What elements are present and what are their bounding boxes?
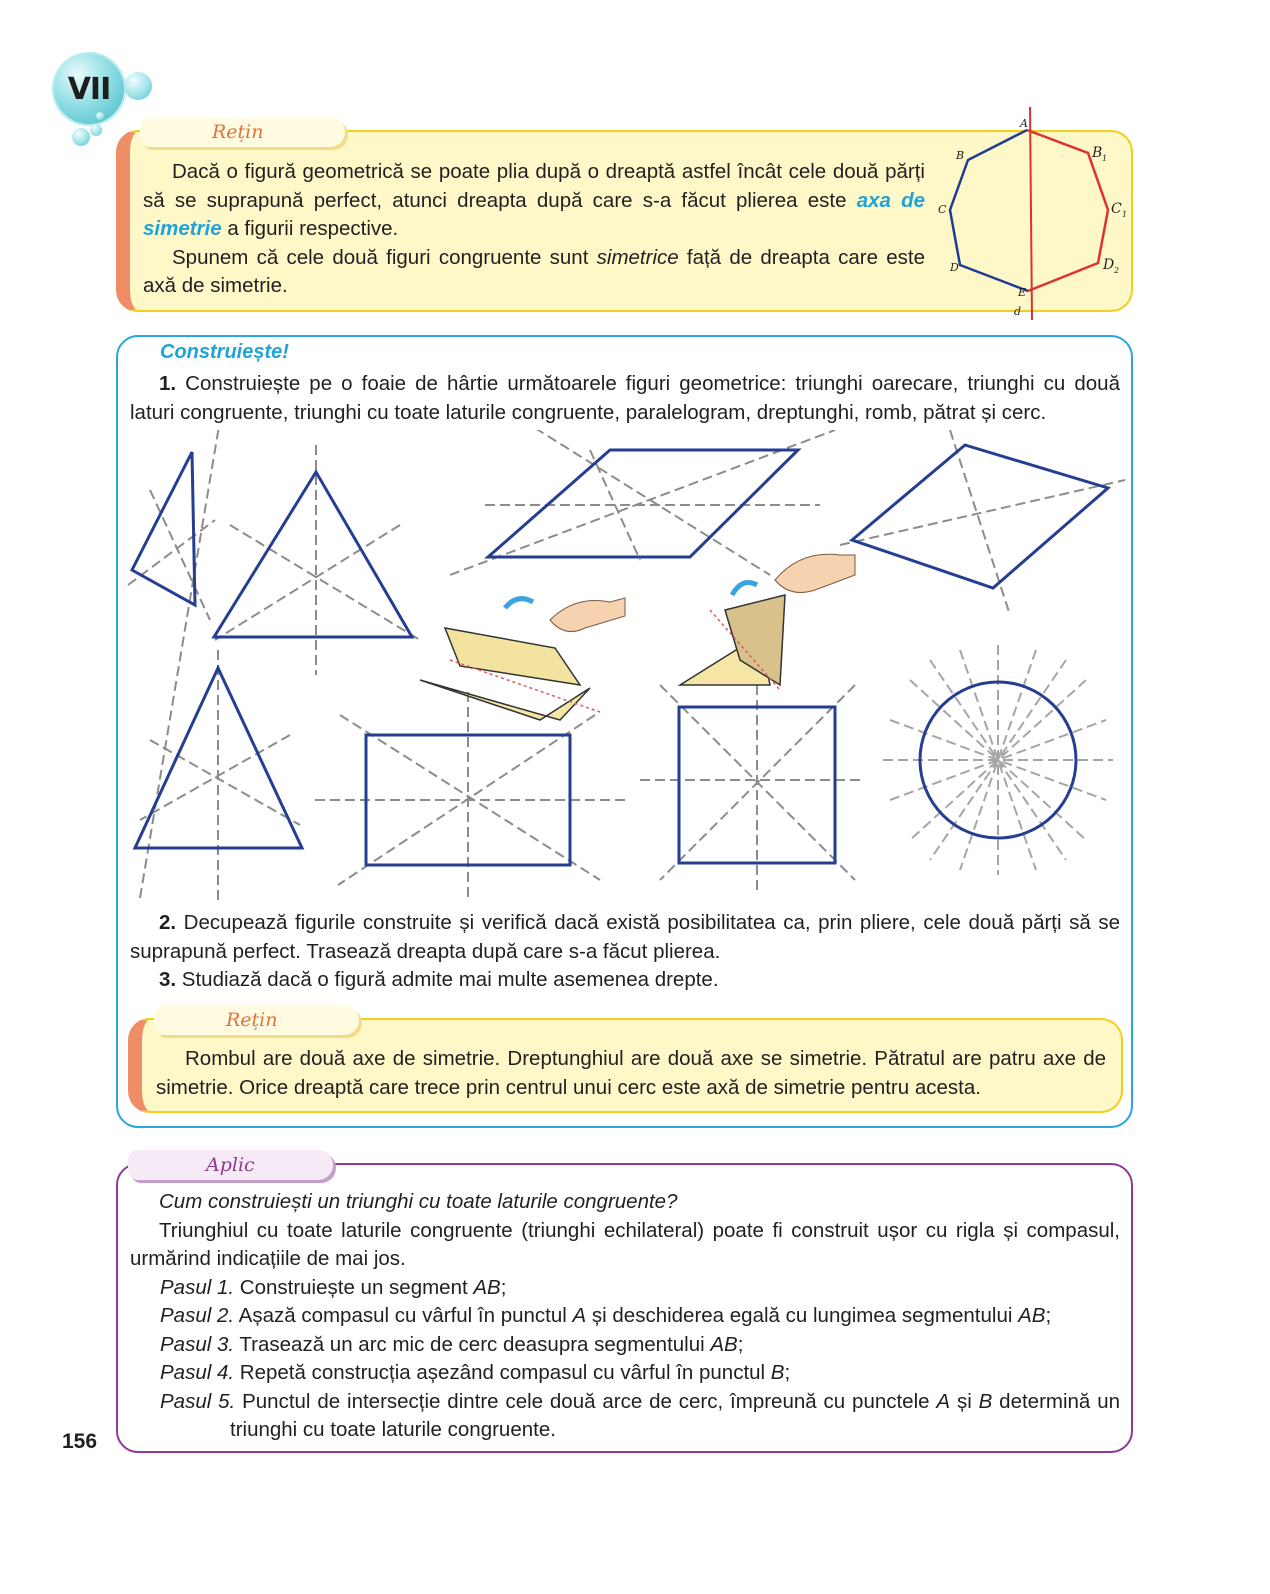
retin-tag-1 (140, 117, 345, 147)
term-simetrice: simetrice (596, 245, 679, 269)
step-label: Pasul 5. (160, 1389, 236, 1413)
label-d: d (1014, 305, 1022, 318)
octagon-symmetry-figure (930, 105, 1130, 325)
step-end: ; (784, 1361, 791, 1384)
step-2 (130, 1302, 1120, 1331)
step-label: Pasul 3. (160, 1332, 235, 1356)
page-number: 156 (62, 1430, 98, 1453)
item-3-text: Studiază dacă o figură admite mai multe asemenea drepte. (176, 968, 719, 991)
scalene-triangle (132, 452, 195, 605)
term-axa-de-simetrie: axa de simetrie (143, 188, 925, 240)
step-3 (130, 1331, 1120, 1360)
retin1-text (143, 158, 925, 301)
retin-tag-label: Rețin (226, 1009, 278, 1031)
chapter-badge (52, 52, 126, 126)
step-var: B (978, 1389, 993, 1413)
construieste-title: Construiește! (160, 341, 289, 363)
step-text: Punctul de intersecție dintre cele două arce de cerc, împreună cu punctele (235, 1389, 937, 1413)
aplic-question: Cum construiești un triunghi cu toate laturile congruente? (159, 1190, 678, 1213)
label-C: C (938, 203, 947, 216)
decorative-bubble (90, 124, 102, 136)
retin1-p2-end: față de dreapta care este axă de simetrie. (143, 245, 925, 297)
folding-rectangle-illustration (420, 598, 625, 720)
label-D: D (950, 261, 959, 274)
label-D2-sub: 2 (1114, 266, 1120, 275)
chapter-number: VII (67, 71, 111, 107)
step-text: Așază compasul cu vârful în punctul (234, 1304, 573, 1327)
step-4 (130, 1359, 1120, 1388)
step-label: Pasul 1. (160, 1275, 235, 1299)
symmetry-axis-d (1030, 107, 1032, 320)
retin2-text (156, 1045, 1106, 1102)
label-C1-sub: 1 (1122, 210, 1128, 219)
folding-triangle-illustration (680, 554, 855, 690)
label-D2: D (1103, 257, 1115, 273)
step-var: A (572, 1304, 587, 1327)
label-B: B (956, 149, 965, 162)
step-end: ; (500, 1275, 507, 1299)
label-C1: C (1111, 201, 1122, 217)
aplic-tag (128, 1150, 333, 1180)
step-5 (130, 1388, 1120, 1445)
aplic-intro: Triunghiul cu toate laturile congruente (triunghi echilateral) poate fi construit ușor cu rigla și compasul, urmărind indicațiile de mai jos. (130, 1218, 1120, 1270)
step-var: B (770, 1361, 785, 1384)
decorative-bubble (72, 128, 90, 146)
step-var: A (936, 1389, 951, 1413)
label-A: A (1020, 117, 1028, 130)
step-var: AB (710, 1332, 738, 1356)
item-1-text: Construiește pe o foaie de hârtie următoarele figuri geometrice: triunghi oarecare, triunghi cu două laturi congruente, triunghi cu toate laturile congruente, paralelogram, dreptunghi, romb, pătrat și cerc. (130, 372, 1120, 424)
step-label: Pasul 2. (160, 1304, 235, 1327)
decorative-bubble (124, 72, 152, 100)
construieste-items-2-3 (130, 909, 1120, 995)
step-var: AB (1018, 1304, 1046, 1327)
construieste-item-1 (130, 370, 1120, 427)
label-B1-sub: 1 (1102, 154, 1108, 163)
step-text: și (950, 1389, 979, 1413)
label-E: E (1018, 286, 1027, 299)
item-3-number: 3. (159, 968, 177, 991)
decorative-bubble (96, 112, 104, 120)
step-var: AB (473, 1275, 501, 1299)
parallelogram (488, 450, 798, 557)
label-B1: B (1092, 145, 1103, 161)
aplic-text (130, 1188, 1120, 1445)
aplic-tag-label: Aplic (206, 1154, 255, 1176)
item-2-text: Decupează figurile construite și verifică dacă există posibilitatea ca, prin pliere, cele două părți să se suprapună perfect. Trasează dreapta după care s-a făcut plierea. (130, 911, 1120, 963)
symmetry-figures (120, 430, 1130, 900)
step-text: și deschiderea egală cu lungimea segmentului (586, 1304, 1019, 1327)
step-text: Trasează un arc mic de cerc deasupra segmentului (234, 1332, 711, 1356)
retin-tag-2 (154, 1005, 359, 1035)
isosceles-triangle (214, 472, 412, 637)
step-end: ; (1045, 1304, 1052, 1327)
retin1-p1-end: a figurii respective. (221, 217, 399, 240)
retin1-p1-start: Dacă o figură geometrică se poate plia după o dreaptă astfel încât cele două părți să se suprapună perfect, atunci dreapta după care s-a făcut plierea este (143, 160, 925, 212)
step-end: ; (737, 1332, 744, 1356)
item-1-number: 1. (159, 372, 177, 395)
item-2-number: 2. (159, 911, 177, 934)
aplic-steps (130, 1274, 1120, 1445)
rhombus (852, 445, 1108, 588)
retin-tag-label: Rețin (212, 121, 264, 143)
step-text: Repetă construcția așezând compasul cu vârful în punctul (234, 1361, 771, 1384)
retin2-paragraph: Rombul are două axe de simetrie. Dreptunghiul are două axe se simetrie. Pătratul are patru axe de simetrie. Orice dreaptă care trece prin centrul unui cerc este axă de simetrie pentru acesta. (156, 1047, 1106, 1099)
step-1 (130, 1274, 1120, 1303)
step-label: Pasul 4. (160, 1361, 235, 1384)
retin1-p2-start: Spunem că cele două figuri congruente sunt (172, 245, 597, 269)
step-end: determină un triunghi cu toate laturile congruente. (230, 1389, 1120, 1441)
step-text: Construiește un segment (234, 1275, 474, 1299)
